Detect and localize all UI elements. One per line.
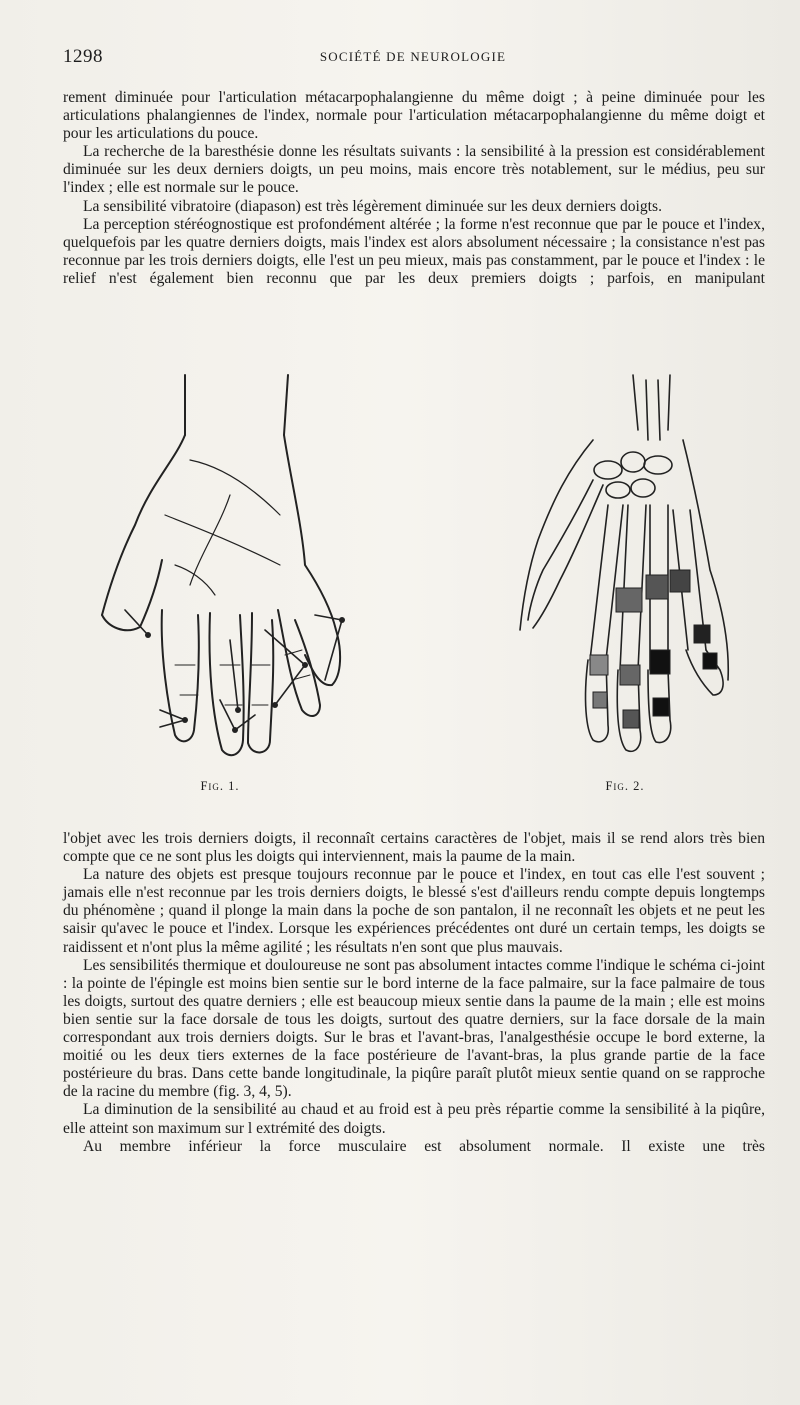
running-title: SOCIÉTÉ DE NEUROLOGIE bbox=[319, 49, 507, 64]
paragraph: La nature des objets est presque toujours reconnue par le pouce et l'index, en tout cas elle l'est souvent ; jamais elle n'est reconnue par les trois derniers doigts, le blessé s'est d'ailleurs rendu compte depuis longtemps du phénomène ; quand il plonge la main dans la poche de son pantalon, il ne reconnaît les objets et ne peut les saisir qu'avec le pouce et l'index. Lorsque les expériences précédentes ont duré un certain temps, les doigts se raidissent et n'ont plus la même agilité ; les résultats n'en sont que plus mauvais. bbox=[63, 866, 765, 956]
figure-1-caption: Fig. 1. bbox=[200, 779, 240, 793]
text-block-top bbox=[63, 89, 765, 288]
paragraph: rement diminuée pour l'articulation métacarpophalangienne du même doigt ; à peine diminuée pour les articulations phalangiennes de l'index, normale pour l'articulation métacarpophalangienne du même doigt et pour les articulations du pouce. bbox=[63, 89, 765, 143]
text-block-bottom bbox=[63, 830, 765, 1156]
figure-2-caption: Fig. 2. bbox=[605, 779, 645, 793]
paragraph: l'objet avec les trois derniers doigts, il reconnaît certains caractères de l'objet, mais il se rend alors très bien compte que ce ne sont plus les doigts qui interviennent, mais la paume de la main. bbox=[63, 830, 765, 866]
paragraph: Les sensibilités thermique et douloureuse ne sont pas absolument intactes comme l'indique le schéma ci-joint : la pointe de l'épingle est moins bien sentie sur le bord interne de la face palmaire, sur la face palmaire de tous les doigts, surtout des quatre derniers ; elle est beaucoup mieux sentie dans la paume de la main ; elle est moins bien sentie sur la face dorsale de tous les doigts, surtout des quatre derniers, sur la face dorsale de la main correspondant aux trois derniers doigts. Sur le bras et l'avant-bras, l'analgesthésie occupe le bord externe, la moitié ou les deux tiers externes de la face postérieure de l'avant-bras, la plus grande partie de la face postérieure du bras. Dans cette bande longitudinale, la piqûre paraît plutôt mieux sentie quand on se rapproche de la racine du membre (fig. 3, 4, 5). bbox=[63, 956, 765, 1101]
paragraph: La perception stéréognostique est profondément altérée ; la forme n'est reconnue que par le pouce et l'index, quelquefois par les quatre derniers doigts, mais l'index est alors absolument nécessaire ; la consistance n'est pas reconnue par les trois derniers doigts, elle l'est un peu mieux, mais pas constamment, par le pouce et l'index : le relief n'est également bien reconnu que par les deux premiers doigts ; parfois, en manipulant bbox=[63, 215, 765, 287]
page-header bbox=[63, 46, 763, 70]
page-number: 1298 bbox=[63, 46, 103, 67]
paragraph: La sensibilité vibratoire (diapason) est très légèrement diminuée sur les deux derniers doigts. bbox=[83, 197, 662, 215]
figure-1-palm-drawing bbox=[80, 365, 380, 770]
paragraph: La diminution de la sensibilité au chaud et au froid est à peu près répartie comme la sensibilité à la piqûre, elle atteint son maximum sur l extrémité des doigts. bbox=[63, 1101, 765, 1137]
figure-2-hand-bones-drawing bbox=[498, 370, 753, 770]
paragraph: La recherche de la baresthésie donne les résultats suivants : la sensibilité à la pression est considérablement diminuée sur les deux derniers doigts, un peu moins, mais encore très notablement, sur le médius, peu sur l'index ; elle est normale sur le pouce. bbox=[63, 143, 765, 197]
paragraph: Au membre inférieur la force musculaire est absolument normale. Il existe une très bbox=[83, 1137, 765, 1155]
